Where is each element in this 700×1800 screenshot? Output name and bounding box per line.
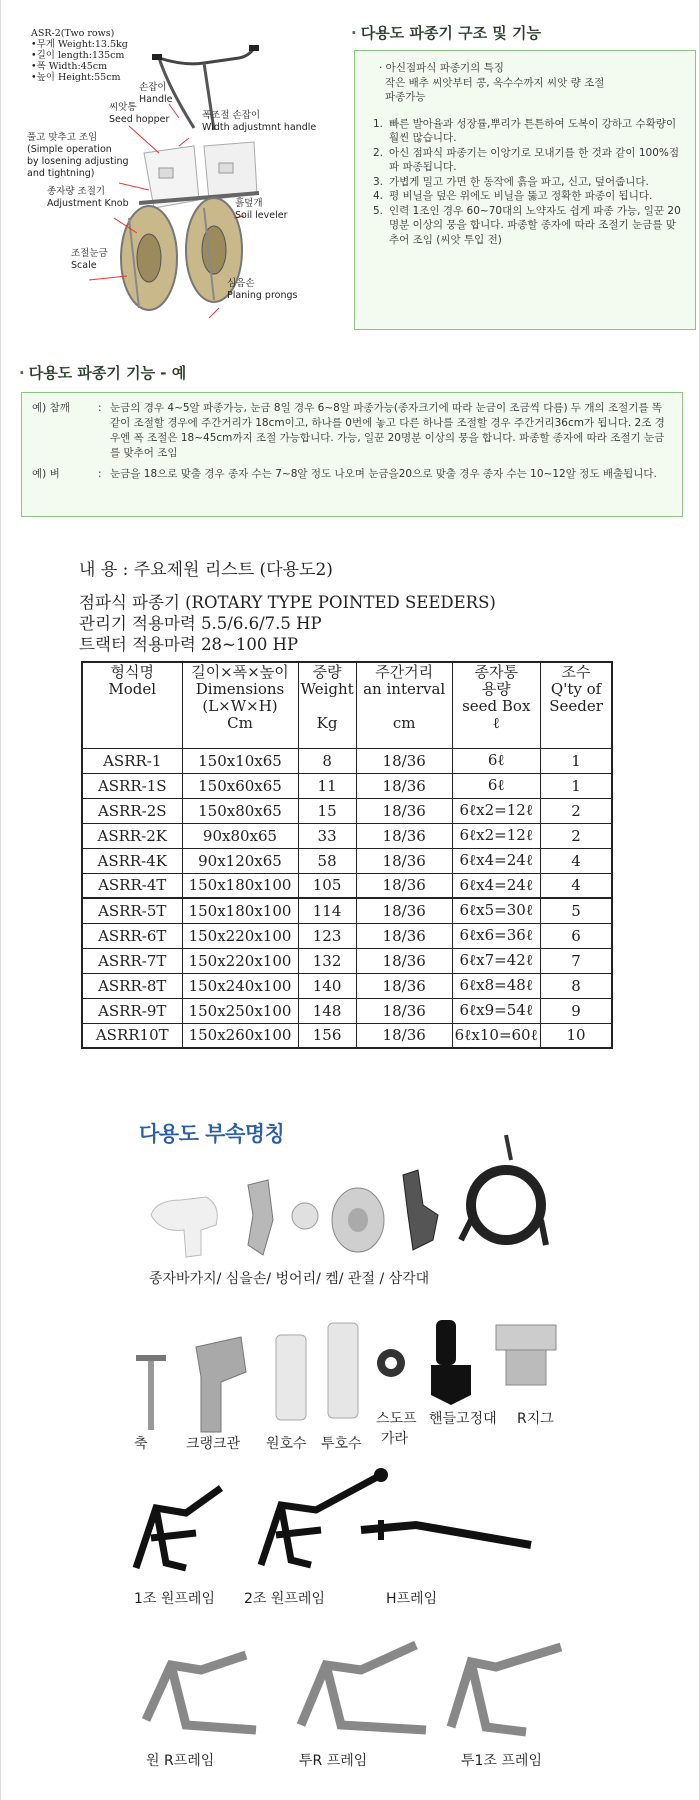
- part-label: 크랭크관: [186, 1436, 241, 1452]
- table-cell: ASRR10T: [82, 1023, 182, 1048]
- table-cell: 150x220x100: [182, 923, 298, 948]
- table-cell: 6ℓx9=54ℓ: [452, 998, 540, 1023]
- example-sesame: 예) 참깨 : 눈금의 경우 4~5알 파종가능, 눈금 8일 경우 6~8알 파종가능(종자크기에 따라 눈금이 조금씩 다름) 두 개의 조절기를 똑같이 조절할 경우에 주간거리가 18cm이고, 하나를 0번에 놓고 다른 하나를 조절할 경우 주간거리36cm가 됩니다. 2조 경우엔 폭 조절은 18~45cm까지 조절 가능합니다. 가능, 일꾼 20명분 이상의 뭉을 합니다. 파종할 종자에 따라 조절기 눈금를 맞추어 조임: [32, 402, 665, 459]
- part-label: 2조 원프레임: [244, 1591, 325, 1607]
- feature-item: 2. 아신 점파식 파종기는 이앙기로 모내기를 한 것과 같이 100%점파 파종됩니다.: [372, 146, 680, 173]
- spec-line: 트랙터 적용마력 28~100 HP: [79, 635, 299, 654]
- planting-prong-image: [233, 1175, 283, 1260]
- table-cell: 18/36: [356, 898, 452, 923]
- table-cell: 18/36: [356, 773, 452, 798]
- table-cell: ASRR-5T: [82, 898, 182, 923]
- part-label: 스도프: [376, 1411, 417, 1427]
- axle-image: [131, 1345, 171, 1435]
- col-weight: 중량 Weight Kg: [298, 662, 356, 748]
- table-cell: 150x180x100: [182, 873, 298, 898]
- features-intro: · 아신점파식 파종기의 특징 작은 배추 씨앗부터 콩, 옥수수까지 씨앗 량 조절 파종가능: [379, 62, 605, 103]
- table-cell: 18/36: [356, 848, 452, 873]
- crank-pipe-image: [186, 1332, 256, 1442]
- table-cell: ASRR-8T: [82, 973, 182, 998]
- part-label: H프레임: [386, 1591, 438, 1607]
- label-scale: 조절눈금 Scale: [71, 248, 108, 271]
- table-cell: 90x80x65: [182, 823, 298, 848]
- two-one-row-frame-image: [436, 1632, 576, 1747]
- table-cell: 6: [540, 923, 612, 948]
- table-cell: 58: [298, 848, 356, 873]
- features-box: [354, 50, 696, 330]
- table-cell: 18/36: [356, 923, 452, 948]
- seed-scoop-image: [146, 1185, 226, 1260]
- col-dimensions: 길이×폭×높이 Dimensions (L×W×H) Cm: [182, 662, 298, 748]
- table-row: [82, 873, 612, 898]
- part-label: 1조 원프레임: [134, 1591, 215, 1607]
- parts-title: 다용도 부속명칭: [139, 1122, 285, 1146]
- col-interval: 주간거리 an interval cm: [356, 662, 452, 748]
- table-cell: 6ℓ: [452, 773, 540, 798]
- spec-weight: •무게 Weight:13.5kg: [31, 39, 128, 50]
- table-row: [82, 798, 612, 823]
- stopper-collar-image: [373, 1345, 409, 1381]
- table-cell: 6ℓx8=48ℓ: [452, 973, 540, 998]
- part-label: 투1조 프레임: [461, 1753, 542, 1769]
- table-cell: ASRR-9T: [82, 998, 182, 1023]
- table-cell: 4: [540, 873, 612, 898]
- table-cell: 15: [298, 798, 356, 823]
- joint-image: [393, 1165, 443, 1255]
- table-cell: 6ℓ: [452, 748, 540, 773]
- table-row: [82, 923, 612, 948]
- col-seed-box: 종자통 용량 seed Box ℓ: [452, 662, 540, 748]
- table-cell: 18/36: [356, 873, 452, 898]
- spec-table: [81, 661, 613, 1049]
- table-cell: 11: [298, 773, 356, 798]
- table-cell: 1: [540, 748, 612, 773]
- model-name: ASR-2(Two rows): [31, 28, 115, 39]
- table-cell: 150x250x100: [182, 998, 298, 1023]
- table-cell: 6ℓx2=12ℓ: [452, 798, 540, 823]
- table-cell: 6ℓx7=42ℓ: [452, 948, 540, 973]
- table-cell: 6ℓx5=30ℓ: [452, 898, 540, 923]
- features-list: [367, 117, 683, 248]
- table-cell: 6ℓx4=24ℓ: [452, 848, 540, 873]
- part-label: 가라: [381, 1431, 409, 1447]
- cam-image: [329, 1185, 387, 1255]
- example-rice: 예) 벼 : 눈금을 18으로 맞출 경우 종자 수는 7~8알 정도 나오며 눈금을20으로 맞출 경우 종자 수는 10~12알 정도 배출됩니다.: [32, 468, 657, 480]
- machine-specs: [31, 28, 128, 83]
- table-cell: ASRR-2S: [82, 798, 182, 823]
- feature-item: 5. 인력 1조인 경우 60~70대의 노약자도 쉽게 파종 가능, 일꾼 20명분 이상의 뭉을 합니다. 파종할 종자에 따라 조절기 눈금를 맞추어 조임 (씨앗 투입 전): [372, 204, 681, 246]
- table-cell: ASRR-1: [82, 748, 182, 773]
- table-cell: 4: [540, 848, 612, 873]
- table-row: [82, 973, 612, 998]
- part-label: 원호수: [266, 1436, 307, 1452]
- table-cell: 150x240x100: [182, 973, 298, 998]
- col-model: 형식명 Model: [82, 662, 182, 748]
- table-row: [82, 848, 612, 873]
- table-cell: 7: [540, 948, 612, 973]
- table-row: [82, 898, 612, 923]
- table-cell: 150x180x100: [182, 898, 298, 923]
- table-cell: 8: [298, 748, 356, 773]
- table-cell: 150x220x100: [182, 948, 298, 973]
- h-frame-image: [356, 1505, 536, 1565]
- table-cell: 18/36: [356, 948, 452, 973]
- table-cell: 150x260x100: [182, 1023, 298, 1048]
- feature-item: 3. 가볍게 밀고 가면 한 동작에 흙을 파고, 신고, 덮어줍니다.: [372, 175, 649, 188]
- spec-line: 관리기 적용마력 5.5/6.6/7.5 HP: [79, 614, 322, 633]
- part-label: 투호수: [321, 1436, 362, 1452]
- part-label: 축: [134, 1436, 148, 1452]
- spec-line: 점파식 파종기 (ROTARY TYPE POINTED SEEDERS): [79, 593, 496, 612]
- label-simple-operation: 풀고 맞추고 조임 (Simple operation by losening adjusting and tightning): [27, 132, 129, 179]
- table-cell: 123: [298, 923, 356, 948]
- r-jig-image: [491, 1320, 566, 1400]
- label-planting-prongs: 심음손 Planing prongs: [227, 278, 298, 301]
- table-cell: 6ℓx4=24ℓ: [452, 873, 540, 898]
- label-handle: 손잡이 Handle: [139, 82, 173, 105]
- two-r-frame-image: [286, 1630, 436, 1745]
- table-cell: 18/36: [356, 1023, 452, 1048]
- round-tube-image: [271, 1330, 311, 1425]
- one-row-frame-image: [126, 1478, 246, 1578]
- table-cell: 140: [298, 973, 356, 998]
- table-cell: 105: [298, 873, 356, 898]
- part-label: 투R 프레임: [299, 1753, 368, 1769]
- machine-illustration: [9, 18, 349, 343]
- part-label: R지그: [517, 1411, 554, 1427]
- table-cell: 90x120x65: [182, 848, 298, 873]
- feature-item: 4. 평 비닐을 덮은 위에도 비닐을 뚫고 정확한 파종이 됩니다.: [372, 190, 653, 202]
- table-cell: 114: [298, 898, 356, 923]
- table-cell: 148: [298, 998, 356, 1023]
- table-row: [82, 823, 612, 848]
- table-row: [82, 773, 612, 798]
- table-cell: 156: [298, 1023, 356, 1048]
- tripod-image: [456, 1130, 551, 1255]
- table-cell: ASRR-7T: [82, 948, 182, 973]
- table-cell: ASRR-2K: [82, 823, 182, 848]
- table-cell: 18/36: [356, 998, 452, 1023]
- spec-width: •폭 Width:45cm: [31, 61, 108, 72]
- table-cell: 10: [540, 1023, 612, 1048]
- table-row: [82, 948, 612, 973]
- spec-title: 내 용 : 주요제원 리스트 (다용도2): [79, 560, 333, 580]
- table-row: [82, 1023, 612, 1048]
- label-soil-leveler: 흙덮개 Soil leveler: [235, 198, 288, 221]
- table-cell: ASRR-6T: [82, 923, 182, 948]
- features-heading: · 다용도 파종기 구조 및 기능: [351, 24, 541, 42]
- table-cell: 150x60x65: [182, 773, 298, 798]
- table-cell: 18/36: [356, 798, 452, 823]
- table-cell: 2: [540, 798, 612, 823]
- table-cell: 150x80x65: [182, 798, 298, 823]
- table-cell: 9: [540, 998, 612, 1023]
- parts-row1-label: 종자바가지/ 심을손/ 벙어리/ 켐/ 관절 / 삼각대: [149, 1271, 430, 1287]
- label-seed-hopper: 씨앗통 Seed hopper: [109, 102, 170, 125]
- two-tube-image: [323, 1318, 363, 1423]
- part-label: 핸들고정대: [429, 1411, 497, 1427]
- table-cell: 1: [540, 773, 612, 798]
- table-cell: ASRR-4T: [82, 873, 182, 898]
- table-row: [82, 998, 612, 1023]
- table-cell: 18/36: [356, 973, 452, 998]
- table-cell: 132: [298, 948, 356, 973]
- table-header-row: [82, 662, 612, 748]
- label-adjustment-knob: 종자량 조절기 Adjustment Knob: [47, 186, 129, 209]
- handle-holder-image: [426, 1315, 476, 1410]
- table-cell: 2: [540, 823, 612, 848]
- table-cell: 33: [298, 823, 356, 848]
- table-cell: 18/36: [356, 748, 452, 773]
- spec-length: •길이 length:135cm: [31, 50, 125, 61]
- table-cell: 8: [540, 973, 612, 998]
- part-label: 원 R프레임: [146, 1753, 215, 1769]
- mitten-image: [289, 1200, 321, 1232]
- spec-height: •높이 Height:55cm: [31, 72, 121, 83]
- col-qty: 조수 Q'ty of Seeder: [540, 662, 612, 748]
- feature-item: 1. 빠른 발아율과 성장률,뿌리가 튼튼하여 도복이 강하고 수확량이 훨씬 많습니다.: [372, 117, 677, 144]
- label-width-handle: 폭조절 손잡이 Width adjustmnt handle: [202, 110, 317, 133]
- table-cell: ASRR-1S: [82, 773, 182, 798]
- examples-heading: · 다용도 파종기 기능 - 예: [19, 364, 187, 382]
- table-cell: 18/36: [356, 823, 452, 848]
- examples-box: [21, 392, 683, 517]
- table-cell: 150x10x65: [182, 748, 298, 773]
- table-cell: 6ℓx2=12ℓ: [452, 823, 540, 848]
- table-cell: 6ℓx10=60ℓ: [452, 1023, 540, 1048]
- table-cell: 5: [540, 898, 612, 923]
- spec-list: [61, 555, 651, 1049]
- table-cell: 6ℓx6=36ℓ: [452, 923, 540, 948]
- round-r-frame-image: [131, 1645, 271, 1740]
- table-row: [82, 748, 612, 773]
- table-cell: ASRR-4K: [82, 848, 182, 873]
